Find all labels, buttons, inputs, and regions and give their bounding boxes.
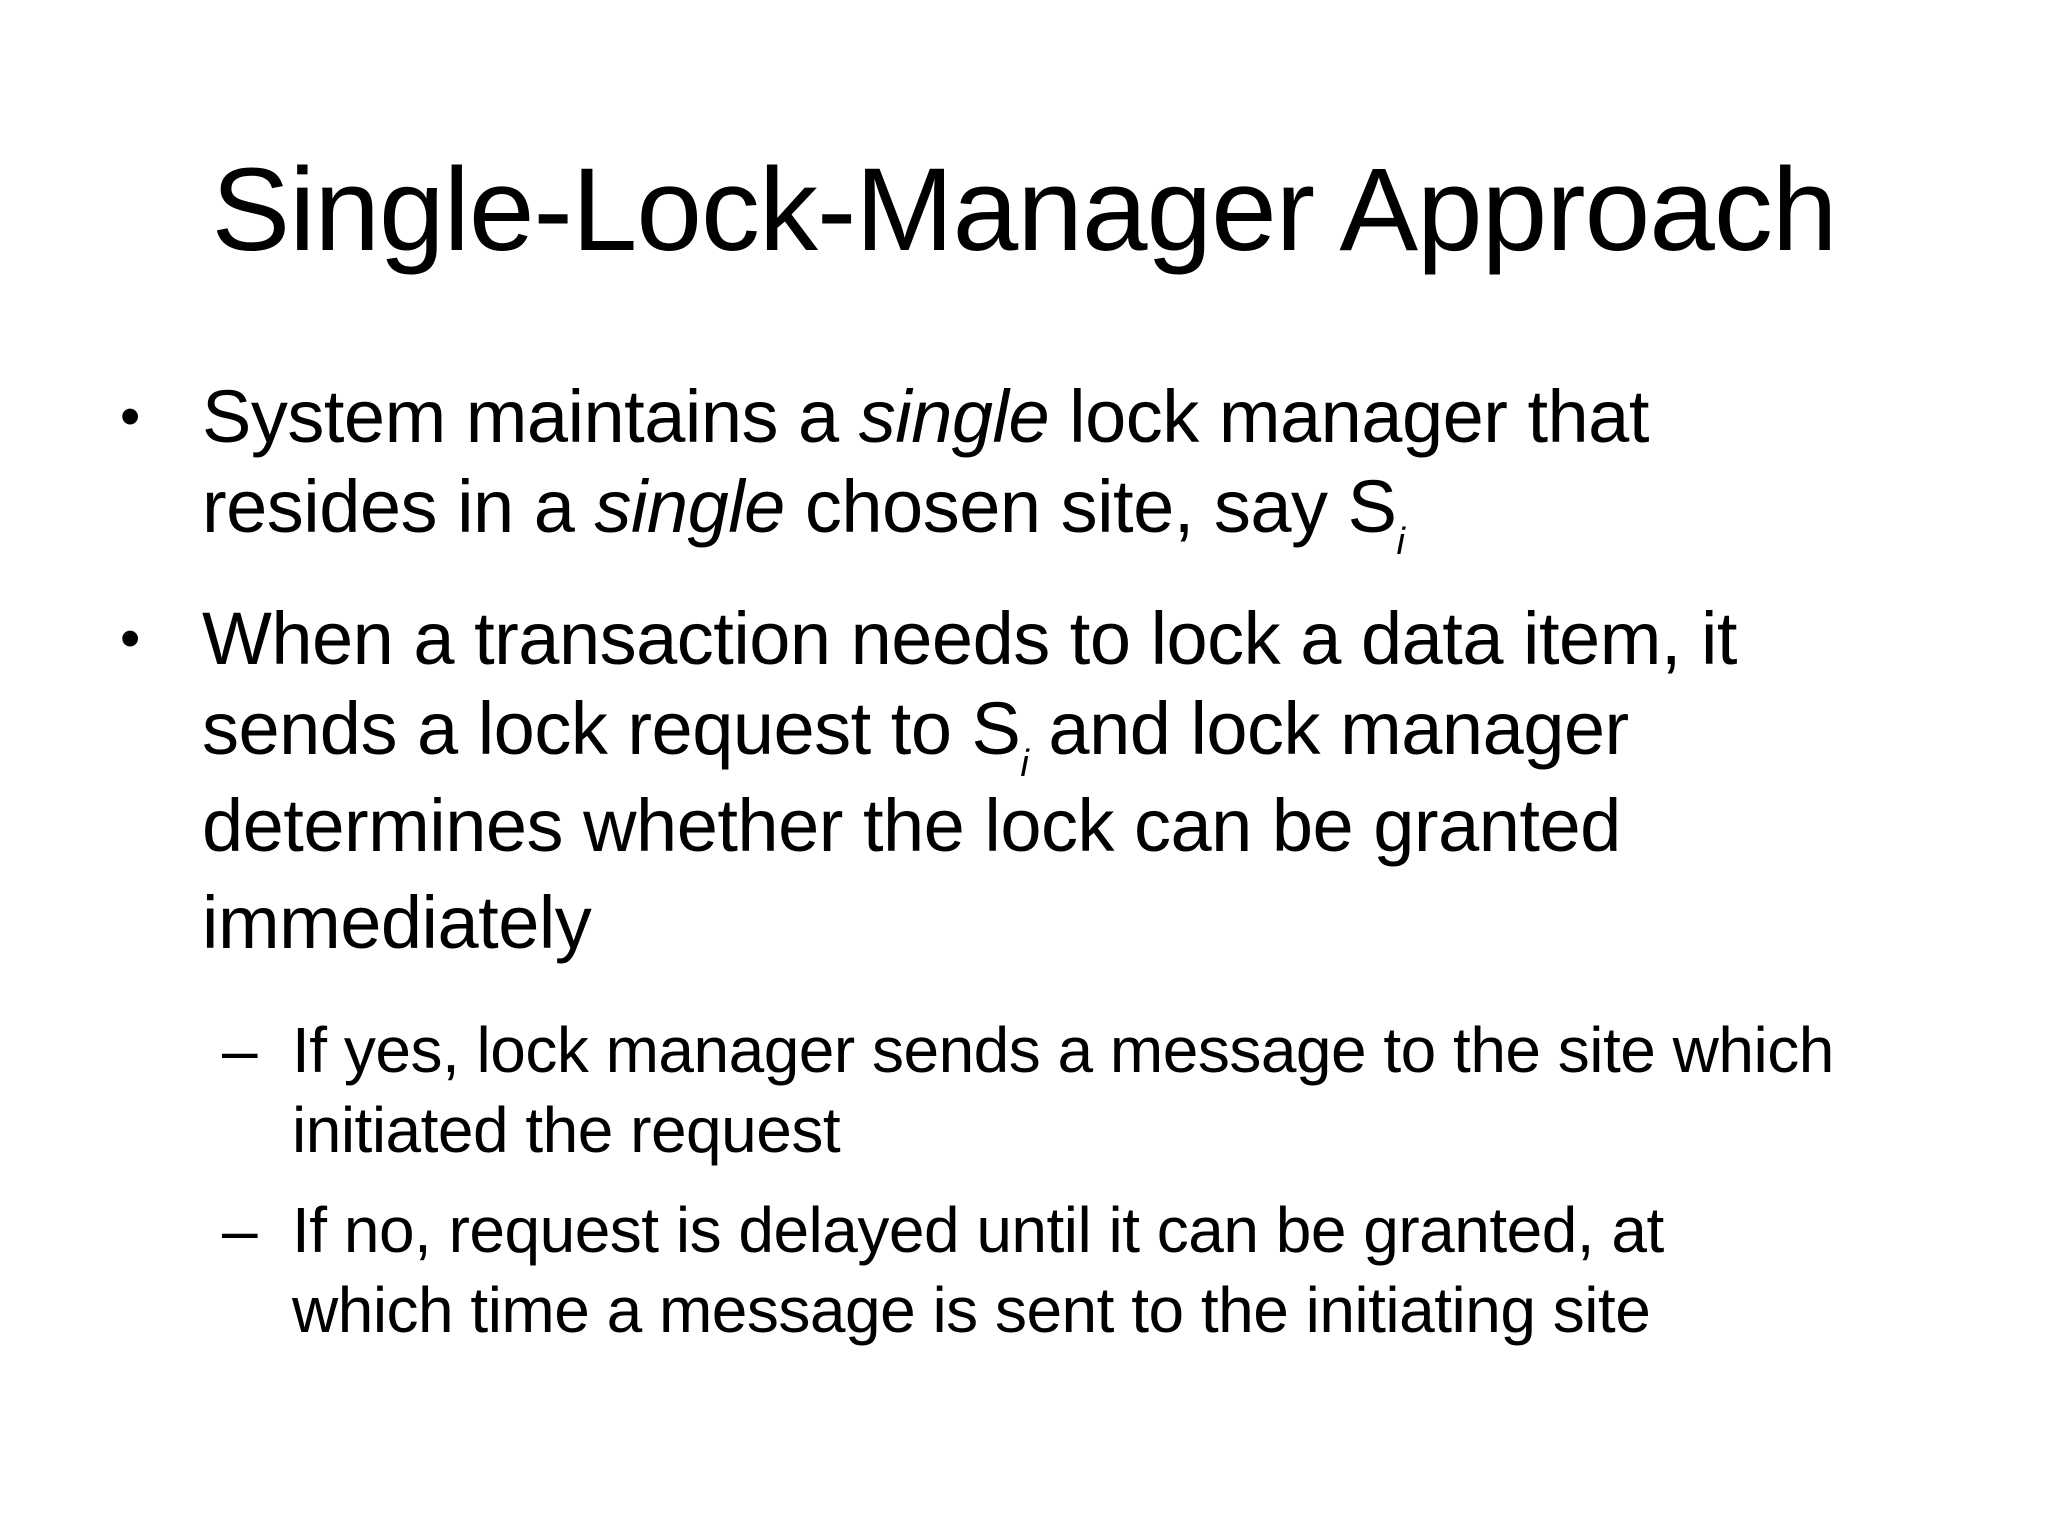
- text-run: sends a lock request to S: [202, 687, 1021, 770]
- text-run: System maintains a: [202, 375, 859, 458]
- sub-bullet-line: initiated the request: [292, 1094, 841, 1166]
- dash-icon: –: [222, 1014, 258, 1086]
- bullet-line: [202, 462, 1980, 563]
- sub-bullets: [120, 1010, 1980, 1350]
- text-run: and lock manager: [1028, 687, 1629, 770]
- sub-bullet-line: If no, request is delayed until it can be granted, at: [292, 1194, 1664, 1266]
- bullet-line: When a transaction needs to lock a data item, it: [202, 597, 1737, 680]
- italic-text: single: [594, 465, 785, 548]
- text-run: lock manager that: [1049, 375, 1649, 458]
- bullet-line: [202, 684, 1980, 785]
- slide-title: Single-Lock-Manager Approach: [211, 144, 1837, 276]
- text-run: chosen site, say S: [784, 465, 1397, 548]
- sub-bullet-if-no: [120, 1190, 1980, 1350]
- sub-bullet-line: which time a message is sent to the initiating site: [292, 1274, 1651, 1346]
- bullet-line: immediately: [202, 881, 592, 964]
- bullet-line: determines whether the lock can be granted: [202, 784, 1621, 867]
- italic-text: single: [858, 375, 1050, 458]
- bullet-single-lock-manager: [120, 372, 1980, 563]
- slide-body: [120, 372, 1980, 1370]
- sub-bullet-line: If yes, lock manager sends a message to the site which: [292, 1014, 1834, 1086]
- dash-icon: –: [222, 1194, 258, 1266]
- bullet-icon: •: [120, 384, 140, 449]
- bullet-icon: •: [120, 606, 140, 671]
- bullet-line: [202, 372, 1980, 462]
- bullet-lock-request: [120, 594, 1980, 968]
- subscript: i: [1020, 743, 1029, 785]
- text-run: resides in a: [202, 465, 595, 548]
- sub-bullet-if-yes: [120, 1010, 1980, 1170]
- subscript: i: [1396, 521, 1405, 563]
